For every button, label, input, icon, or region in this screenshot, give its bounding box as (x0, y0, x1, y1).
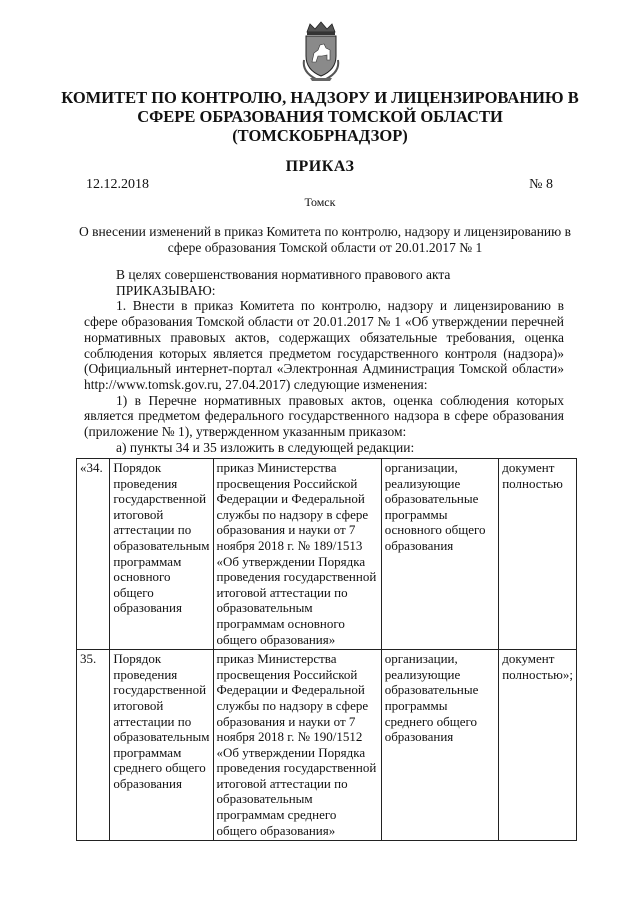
row-scope: документ полностью (499, 459, 577, 650)
subject-line-1: О внесении изменений в приказ Комитета по контролю, надзору и лицензированию в (79, 224, 571, 239)
row-legal-act: приказ Министерства просвещения Российской Федерации и Федеральной службы по надзору в сфере образования и науки от 7 ноября 2018 г. № 189/1513 «Об утверждении Порядка проведения государственной итоговой аттестации по образовательным программам основного общего образования» (213, 459, 381, 650)
order-city: Томск (304, 195, 336, 209)
row-legal-act: приказ Министерства просвещения Российской Федерации и Федеральной службы по надзору в сфере образования и науки от 7 ноября 2018 г. № 190/1512 «Об утверждении Порядка проведения государственной итоговой аттестации по образовательным программам среднего общего образования» (213, 650, 381, 841)
amendments-table (76, 458, 577, 841)
row-requirement-name: Порядок проведения государственной итоговой аттестации по образовательным программам основного общего образования (110, 459, 213, 650)
org-title-line-1: КОМИТЕТ ПО КОНТРОЛЮ, НАДЗОРУ И ЛИЦЕНЗИРОВАНИЮ В (61, 88, 579, 107)
row-number: «34. (77, 459, 110, 650)
row-requirement-name: Порядок проведения государственной итоговой аттестации по образовательным программам среднего общего образования (110, 650, 213, 841)
subitem-a-paragraph: а) пункты 34 и 35 изложить в следующей редакции: (116, 439, 415, 455)
order-word: ПРИКАЗЫВАЮ: (116, 282, 216, 298)
row-subjects: организации, реализующие образовательные программы среднего общего образования (381, 650, 499, 841)
order-number: № 8 (529, 177, 553, 192)
row-scope: документ полностью»; (499, 650, 577, 841)
order-date: 12.12.2018 (86, 177, 149, 192)
table-row (77, 650, 577, 841)
item-1-paragraph: 1. Внести в приказ Комитета по контролю, надзору и лицензированию в сфере образования Томской области от 20.01.2017 № 1 «Об утверждении перечней нормативных правовых актов, содержащих обязательные требования, оценка соблюдения которых является предметом государственного контроля (надзора)» (Официальный интернет-портал «Электронная Администрация Томской области» http://www.tomsk.gov.ru, 27.04.2017) следующие изменения: (84, 298, 564, 392)
row-number: 35. (77, 650, 110, 841)
organization-title (40, 88, 600, 145)
order-subject (76, 224, 574, 256)
document-type: ПРИКАЗ (285, 158, 355, 175)
coat-of-arms-emblem (298, 20, 344, 82)
subject-line-2: сфере образования Томской области от 20.01.2017 № 1 (167, 240, 483, 255)
order-body (84, 267, 564, 455)
org-title-line-2: СФЕРЕ ОБРАЗОВАНИЯ ТОМСКОЙ ОБЛАСТИ (137, 107, 503, 126)
table-row (77, 459, 577, 650)
row-subjects: организации, реализующие образовательные программы основного общего образования (381, 459, 499, 650)
org-title-line-3: (ТОМСКОБРНАДЗОР) (232, 126, 408, 145)
intro-paragraph: В целях совершенствования нормативного правового акта (116, 267, 451, 282)
subitem-1-paragraph: 1) в Перечне нормативных правовых актов, оценка соблюдения которых является предметом федерального государственного надзора в сфере образования (приложение № 1), утвержденном указанным приказом: (84, 392, 564, 440)
